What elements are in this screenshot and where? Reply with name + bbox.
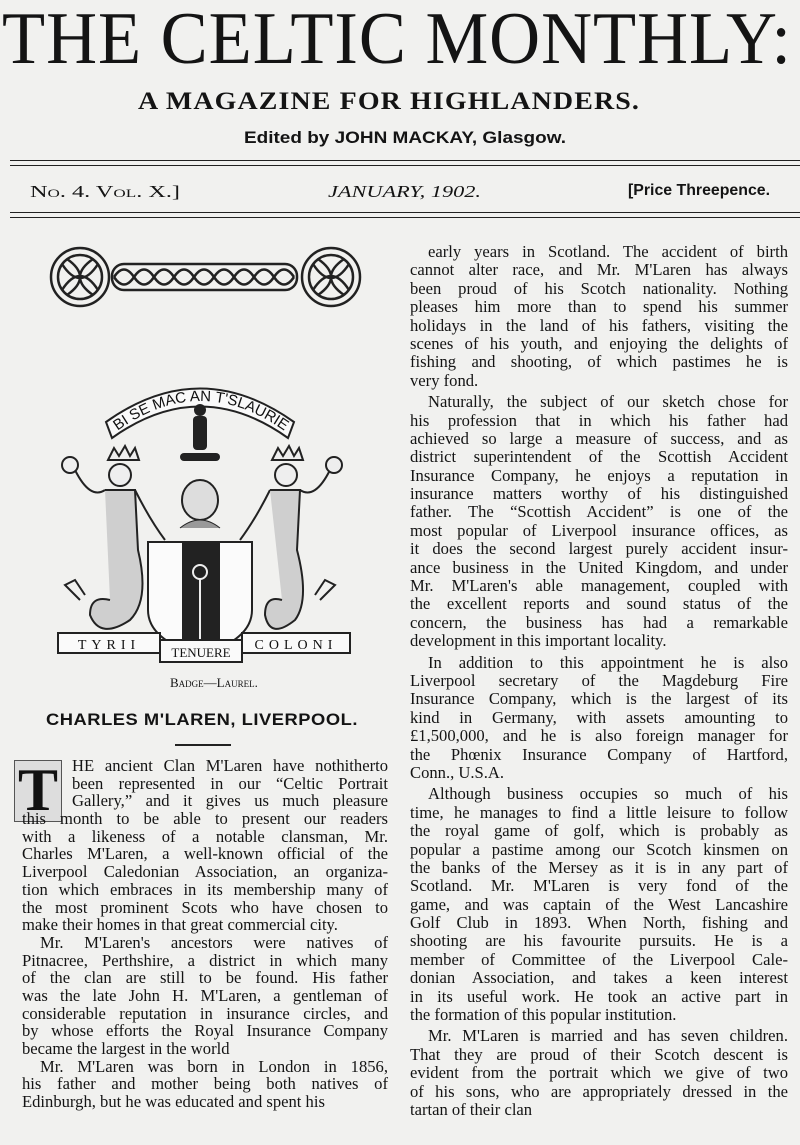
text-line: shooting are his favourite pursuits. He is a — [410, 931, 788, 951]
text-line: by whose efforts the Royal Insurance Company — [22, 1021, 388, 1041]
divider — [10, 212, 800, 213]
text-line: it does the second largest purely accident insur- — [410, 539, 788, 559]
paragraph — [22, 1058, 388, 1111]
text-line: tartan of their clan — [410, 1099, 533, 1119]
issue-date: JANUARY, 1902. — [328, 182, 481, 201]
shield — [148, 542, 252, 655]
divider — [10, 160, 800, 161]
magazine-subtitle: A MAGAZINE FOR HIGHLANDERS. — [138, 88, 640, 115]
text-line: the royal game of golf, which is probably as — [410, 821, 788, 841]
text-line: father. The “Scottish Accident” is one of the — [410, 502, 788, 522]
text-line: achieved so large a measure of success, and as — [410, 428, 788, 448]
divider — [10, 217, 800, 218]
text-line: Mr. M'Laren is married and has seven children. — [428, 1026, 788, 1046]
crest-motto-top: BI SE MAC AN T'SLAURIE — [110, 387, 292, 435]
text-line: Mr. M'Laren's able management, coupled with — [410, 576, 788, 596]
text-line: Mr. M'Laren was born in London in 1856, — [40, 1056, 388, 1076]
text-line: kind in Germany, with assets amounting to — [410, 707, 788, 727]
drop-cap-initial: T — [14, 760, 62, 822]
text-line: evident from the portrait which we give of two — [410, 1063, 788, 1083]
text-line: Edinburgh, but he was educated and spent his — [22, 1092, 325, 1112]
helmet — [180, 480, 220, 528]
text-line: tion which embraces in its membership many of — [22, 879, 388, 899]
article-heading: CHARLES M'LAREN, LIVERPOOL. — [46, 710, 358, 729]
paragraph — [22, 934, 388, 1058]
issue-number: No. 4. Vol. X.] — [30, 182, 180, 201]
article-column-left — [22, 757, 388, 1111]
magazine-title: THE CELTIC MONTHLY: — [2, 0, 792, 80]
text-line: this month to be able to present our readers — [22, 809, 388, 829]
text-line: very fond. — [410, 370, 479, 390]
text-line: the most prominent Scots who have chosen to — [22, 897, 388, 917]
text-line: early years in Scotland. The accident of birth — [428, 242, 788, 261]
text-line: Scotland. Mr. M'Laren is very fond of the — [410, 876, 788, 896]
text-line: member of Committee of the Liverpool Cale- — [410, 949, 788, 969]
text-line: popular a pastime among our Scotch kinsmen on — [410, 839, 788, 859]
text-line: time, he manages to find a little leisure to follow — [410, 802, 788, 822]
text-line: That they are proud of their Scotch descent is — [410, 1044, 788, 1064]
text-line: Charles M'Laren, a well-known official of the — [22, 844, 388, 864]
paragraph — [410, 1027, 788, 1119]
text-line: Insurance Company, which is the largest of its — [410, 689, 788, 709]
text-line: Liverpool Caledonian Association, an organiza- — [22, 862, 388, 882]
article-column-right — [410, 243, 788, 1119]
crest-motto-center: TENUERE — [171, 645, 231, 660]
text-line: of his sons, who are appropriately dressed in the — [410, 1081, 788, 1101]
crest-figure — [180, 404, 220, 461]
text-line: most popular of Liverpool insurance offices, as — [410, 520, 788, 540]
text-line: Naturally, the subject of our sketch chose for — [428, 392, 788, 412]
text-line: Golf Club in 1893. When North, fishing and — [410, 913, 788, 933]
text-line: HE ancient Clan M'Laren have nothitherto — [72, 756, 388, 775]
text-line: the banks of the Mersey as it is in any part of — [410, 857, 788, 877]
text-line: insurance matters worthy of his distinguished — [410, 484, 788, 504]
text-line: scenes of his youth, and enjoying the delights of — [410, 333, 788, 353]
text-line: been proud of his Scotch nationality. Nothing — [410, 278, 788, 298]
text-line: in its useful work. He took an active part in — [410, 986, 788, 1006]
text-line: game, and was captain of the West Lancashire — [410, 894, 788, 914]
text-line: his profession that in which his father had — [410, 410, 788, 430]
text-line: district superintendent of the Scottish Accident — [410, 447, 788, 467]
divider — [10, 165, 800, 166]
text-line: concern, the business has had a remarkable — [410, 612, 788, 632]
text-line: development in this important locality. — [410, 631, 667, 651]
text-line: donian Association, and takes a keen interest — [410, 968, 788, 988]
merman-supporter-right — [240, 446, 342, 629]
text-line: Conn., U.S.A. — [410, 762, 505, 782]
text-line: Although business occupies so much of his — [428, 784, 788, 804]
crest-motto-left: TYRII — [77, 638, 141, 653]
crest-motto-right: COLONI — [254, 638, 338, 653]
text-line: Insurance Company, he enjoys a reputation in — [410, 465, 788, 485]
text-line: holidays in the land of his fathers, visiting the — [410, 315, 788, 335]
paragraph — [410, 243, 788, 390]
text-line: been represented in our “Celtic Portrait — [72, 773, 388, 793]
paragraph — [410, 393, 788, 650]
issue-price: [Price Threepence. — [628, 182, 770, 199]
text-line: fishing and shooting, of which pastimes he is — [410, 352, 788, 372]
celtic-knotwork-ornament — [48, 242, 368, 312]
clan-crest-illustration — [20, 350, 380, 670]
text-line: Liverpool secretary of the Magdeburg Fire — [410, 670, 788, 690]
text-line: cannot alter race, and Mr. M'Laren has always — [410, 260, 788, 280]
editor-line: Edited by JOHN MACKAY, Glasgow. — [244, 128, 566, 147]
text-line: £1,500,000, and he is also foreign manager for — [410, 726, 788, 746]
text-line: the excellent reports and sound status of the — [410, 594, 788, 614]
paragraph — [22, 757, 388, 934]
paragraph — [410, 654, 788, 783]
text-line: Mr. M'Laren's ancestors were natives of — [40, 932, 388, 952]
paragraph — [410, 785, 788, 1024]
text-line: was the late John H. M'Laren, a gentleman of — [22, 985, 388, 1005]
text-line: considerable reputation in insurance circles, and — [22, 1003, 388, 1023]
text-line: pleases him more than to spend his summer — [410, 297, 788, 317]
text-line: the Phœnix Insurance Company of Hartford, — [410, 744, 788, 764]
text-line: his father and mother being both natives of — [22, 1074, 388, 1094]
text-line: the formation of this popular institution. — [410, 1005, 677, 1025]
badge-caption: Badge—Laurel. — [170, 675, 258, 690]
text-line: Pitnacree, Perthshire, a district in which many — [22, 950, 388, 970]
text-line: Gallery,” and it gives us much pleasure — [72, 791, 388, 811]
heading-rule — [175, 744, 231, 746]
text-line: In addition to this appointment he is also — [428, 652, 788, 672]
text-line: with a likeness of a notable clansman, Mr. — [22, 826, 388, 846]
text-line: of the clan are still to be found. His father — [22, 968, 388, 988]
text-line: became the largest in the world — [22, 1039, 230, 1058]
text-line: ance business in the United Kingdom, and under — [410, 557, 788, 577]
text-line: make their homes in that great commercial city. — [22, 915, 338, 935]
